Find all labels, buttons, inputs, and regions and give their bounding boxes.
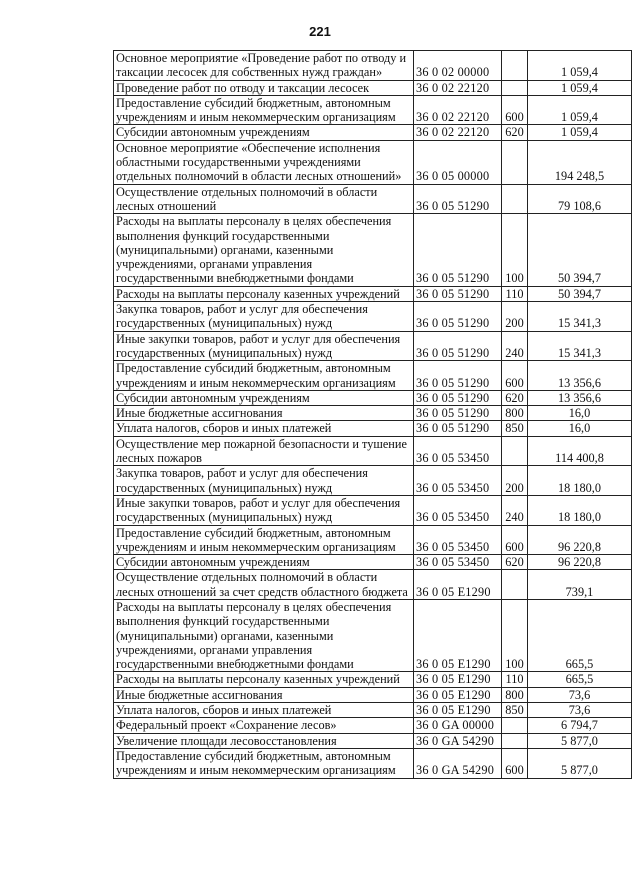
row-type-cell: 800 xyxy=(502,406,528,421)
table-row xyxy=(114,436,632,466)
row-type-cell xyxy=(502,184,528,214)
row-sum-cell: 1 059,4 xyxy=(528,80,632,95)
table-row xyxy=(114,599,632,671)
row-code-cell: 36 0 05 E1290 xyxy=(414,703,502,718)
row-name-cell: Осуществление мер пожарной безопасности и тушение лесных пожаров xyxy=(114,436,414,466)
row-code-cell: 36 0 05 51290 xyxy=(414,214,502,286)
table-row xyxy=(114,570,632,600)
row-name-cell: Осуществление отдельных полномочий в области лесных отношений xyxy=(114,184,414,214)
row-name-cell: Расходы на выплаты персоналу казенных учреждений xyxy=(114,286,414,301)
row-code-cell: 36 0 GA 54290 xyxy=(414,733,502,748)
row-name-cell: Федеральный проект «Сохранение лесов» xyxy=(114,718,414,733)
row-name-cell: Субсидии автономным учреждениям xyxy=(114,390,414,405)
row-type-cell: 850 xyxy=(502,703,528,718)
row-name-cell: Предоставление субсидий бюджетным, автономным учреждениям и иным некоммерческим организациям xyxy=(114,748,414,778)
row-type-cell: 200 xyxy=(502,466,528,496)
row-name-cell: Закупка товаров, работ и услуг для обеспечения государственных (муниципальных) нужд xyxy=(114,466,414,496)
row-name-cell: Основное мероприятие «Проведение работ по отводу и таксации лесосек для собственных нужд граждан» xyxy=(114,51,414,81)
row-sum-cell: 114 400,8 xyxy=(528,436,632,466)
row-sum-cell: 5 877,0 xyxy=(528,733,632,748)
row-name-cell: Проведение работ по отводу и таксации лесосек xyxy=(114,80,414,95)
table-row xyxy=(114,184,632,214)
row-name-cell: Основное мероприятие «Обеспечение исполнения областными государственными учреждениями отдельных полномочий в области лесных отношений» xyxy=(114,140,414,184)
row-type-cell: 600 xyxy=(502,525,528,555)
row-code-cell: 36 0 05 53450 xyxy=(414,525,502,555)
row-code-cell: 36 0 05 51290 xyxy=(414,302,502,332)
row-name-cell: Уплата налогов, сборов и иных платежей xyxy=(114,703,414,718)
table-row xyxy=(114,331,632,361)
table-row xyxy=(114,406,632,421)
row-name-cell: Иные закупки товаров, работ и услуг для обеспечения государственных (муниципальных) нужд xyxy=(114,331,414,361)
table-row xyxy=(114,687,632,702)
table-row xyxy=(114,703,632,718)
row-sum-cell: 15 341,3 xyxy=(528,302,632,332)
row-type-cell: 100 xyxy=(502,599,528,671)
row-code-cell: 36 0 05 E1290 xyxy=(414,687,502,702)
table-row xyxy=(114,748,632,778)
row-sum-cell: 16,0 xyxy=(528,421,632,436)
table-row xyxy=(114,51,632,81)
table-row xyxy=(114,555,632,570)
row-sum-cell: 13 356,6 xyxy=(528,390,632,405)
table-row xyxy=(114,718,632,733)
row-name-cell: Предоставление субсидий бюджетным, автономным учреждениям и иным некоммерческим организациям xyxy=(114,95,414,125)
row-sum-cell: 16,0 xyxy=(528,406,632,421)
row-code-cell: 36 0 05 E1290 xyxy=(414,570,502,600)
row-code-cell: 36 0 05 53450 xyxy=(414,495,502,525)
row-name-cell: Расходы на выплаты персоналу в целях обеспечения выполнения функций государственными (муниципальными) органами, казенными учреждениями, органами управления государственными внебюджетными фондами xyxy=(114,214,414,286)
row-name-cell: Увеличение площади лесовосстановления xyxy=(114,733,414,748)
row-sum-cell: 1 059,4 xyxy=(528,125,632,140)
row-sum-cell: 50 394,7 xyxy=(528,214,632,286)
budget-table xyxy=(113,50,632,779)
row-sum-cell: 96 220,8 xyxy=(528,525,632,555)
row-code-cell: 36 0 05 51290 xyxy=(414,390,502,405)
row-sum-cell: 739,1 xyxy=(528,570,632,600)
row-code-cell: 36 0 02 00000 xyxy=(414,51,502,81)
row-code-cell: 36 0 05 E1290 xyxy=(414,599,502,671)
row-type-cell xyxy=(502,51,528,81)
row-type-cell: 200 xyxy=(502,302,528,332)
row-sum-cell: 665,5 xyxy=(528,672,632,687)
row-type-cell: 110 xyxy=(502,286,528,301)
table-row xyxy=(114,466,632,496)
row-type-cell: 800 xyxy=(502,687,528,702)
row-sum-cell: 1 059,4 xyxy=(528,95,632,125)
table-row xyxy=(114,302,632,332)
row-type-cell: 620 xyxy=(502,555,528,570)
table-row xyxy=(114,286,632,301)
row-name-cell: Предоставление субсидий бюджетным, автономным учреждениям и иным некоммерческим организациям xyxy=(114,525,414,555)
table-row xyxy=(114,125,632,140)
row-code-cell: 36 0 05 51290 xyxy=(414,406,502,421)
row-sum-cell: 15 341,3 xyxy=(528,331,632,361)
row-sum-cell: 5 877,0 xyxy=(528,748,632,778)
row-sum-cell: 18 180,0 xyxy=(528,466,632,496)
row-type-cell xyxy=(502,80,528,95)
table-row xyxy=(114,95,632,125)
table-row xyxy=(114,421,632,436)
table-row xyxy=(114,525,632,555)
row-sum-cell: 18 180,0 xyxy=(528,495,632,525)
table-row xyxy=(114,495,632,525)
row-name-cell: Осуществление отдельных полномочий в области лесных отношений за счет средств областного бюджета xyxy=(114,570,414,600)
row-type-cell: 600 xyxy=(502,95,528,125)
row-code-cell: 36 0 05 51290 xyxy=(414,421,502,436)
row-code-cell: 36 0 02 22120 xyxy=(414,125,502,140)
row-name-cell: Иные бюджетные ассигнования xyxy=(114,687,414,702)
row-type-cell xyxy=(502,718,528,733)
row-code-cell: 36 0 02 22120 xyxy=(414,80,502,95)
row-code-cell: 36 0 05 53450 xyxy=(414,555,502,570)
row-type-cell: 620 xyxy=(502,390,528,405)
row-name-cell: Уплата налогов, сборов и иных платежей xyxy=(114,421,414,436)
row-name-cell: Субсидии автономным учреждениям xyxy=(114,125,414,140)
row-code-cell: 36 0 05 51290 xyxy=(414,184,502,214)
row-sum-cell: 50 394,7 xyxy=(528,286,632,301)
row-sum-cell: 73,6 xyxy=(528,687,632,702)
row-sum-cell: 73,6 xyxy=(528,703,632,718)
row-sum-cell: 13 356,6 xyxy=(528,361,632,391)
row-name-cell: Расходы на выплаты персоналу в целях обеспечения выполнения функций государственными (муниципальными) органами, казенными учреждениями, органами управления государственными внебюджетными фондами xyxy=(114,599,414,671)
row-type-cell xyxy=(502,570,528,600)
row-name-cell: Иные бюджетные ассигнования xyxy=(114,406,414,421)
row-type-cell xyxy=(502,436,528,466)
row-name-cell: Иные закупки товаров, работ и услуг для обеспечения государственных (муниципальных) нужд xyxy=(114,495,414,525)
table-row xyxy=(114,390,632,405)
table-row xyxy=(114,733,632,748)
row-code-cell: 36 0 05 51290 xyxy=(414,331,502,361)
row-code-cell: 36 0 GA 00000 xyxy=(414,718,502,733)
row-name-cell: Субсидии автономным учреждениям xyxy=(114,555,414,570)
row-code-cell: 36 0 05 E1290 xyxy=(414,672,502,687)
row-sum-cell: 96 220,8 xyxy=(528,555,632,570)
row-type-cell: 100 xyxy=(502,214,528,286)
row-type-cell: 110 xyxy=(502,672,528,687)
row-code-cell: 36 0 02 22120 xyxy=(414,95,502,125)
row-name-cell: Предоставление субсидий бюджетным, автономным учреждениям и иным некоммерческим организациям xyxy=(114,361,414,391)
row-name-cell: Закупка товаров, работ и услуг для обеспечения государственных (муниципальных) нужд xyxy=(114,302,414,332)
row-sum-cell: 6 794,7 xyxy=(528,718,632,733)
row-type-cell: 240 xyxy=(502,495,528,525)
row-code-cell: 36 0 05 53450 xyxy=(414,436,502,466)
row-code-cell: 36 0 05 53450 xyxy=(414,466,502,496)
table-row xyxy=(114,361,632,391)
table-row xyxy=(114,214,632,286)
row-type-cell: 600 xyxy=(502,361,528,391)
table-row xyxy=(114,80,632,95)
row-sum-cell: 194 248,5 xyxy=(528,140,632,184)
row-type-cell: 620 xyxy=(502,125,528,140)
row-type-cell xyxy=(502,140,528,184)
row-type-cell: 240 xyxy=(502,331,528,361)
row-code-cell: 36 0 05 51290 xyxy=(414,361,502,391)
row-code-cell: 36 0 05 00000 xyxy=(414,140,502,184)
row-sum-cell: 665,5 xyxy=(528,599,632,671)
row-type-cell: 850 xyxy=(502,421,528,436)
table-row xyxy=(114,672,632,687)
row-type-cell xyxy=(502,733,528,748)
row-code-cell: 36 0 05 51290 xyxy=(414,286,502,301)
row-type-cell: 600 xyxy=(502,748,528,778)
row-sum-cell: 1 059,4 xyxy=(528,51,632,81)
table-row xyxy=(114,140,632,184)
row-sum-cell: 79 108,6 xyxy=(528,184,632,214)
row-name-cell: Расходы на выплаты персоналу казенных учреждений xyxy=(114,672,414,687)
row-code-cell: 36 0 GA 54290 xyxy=(414,748,502,778)
page-number: 221 xyxy=(309,24,331,39)
